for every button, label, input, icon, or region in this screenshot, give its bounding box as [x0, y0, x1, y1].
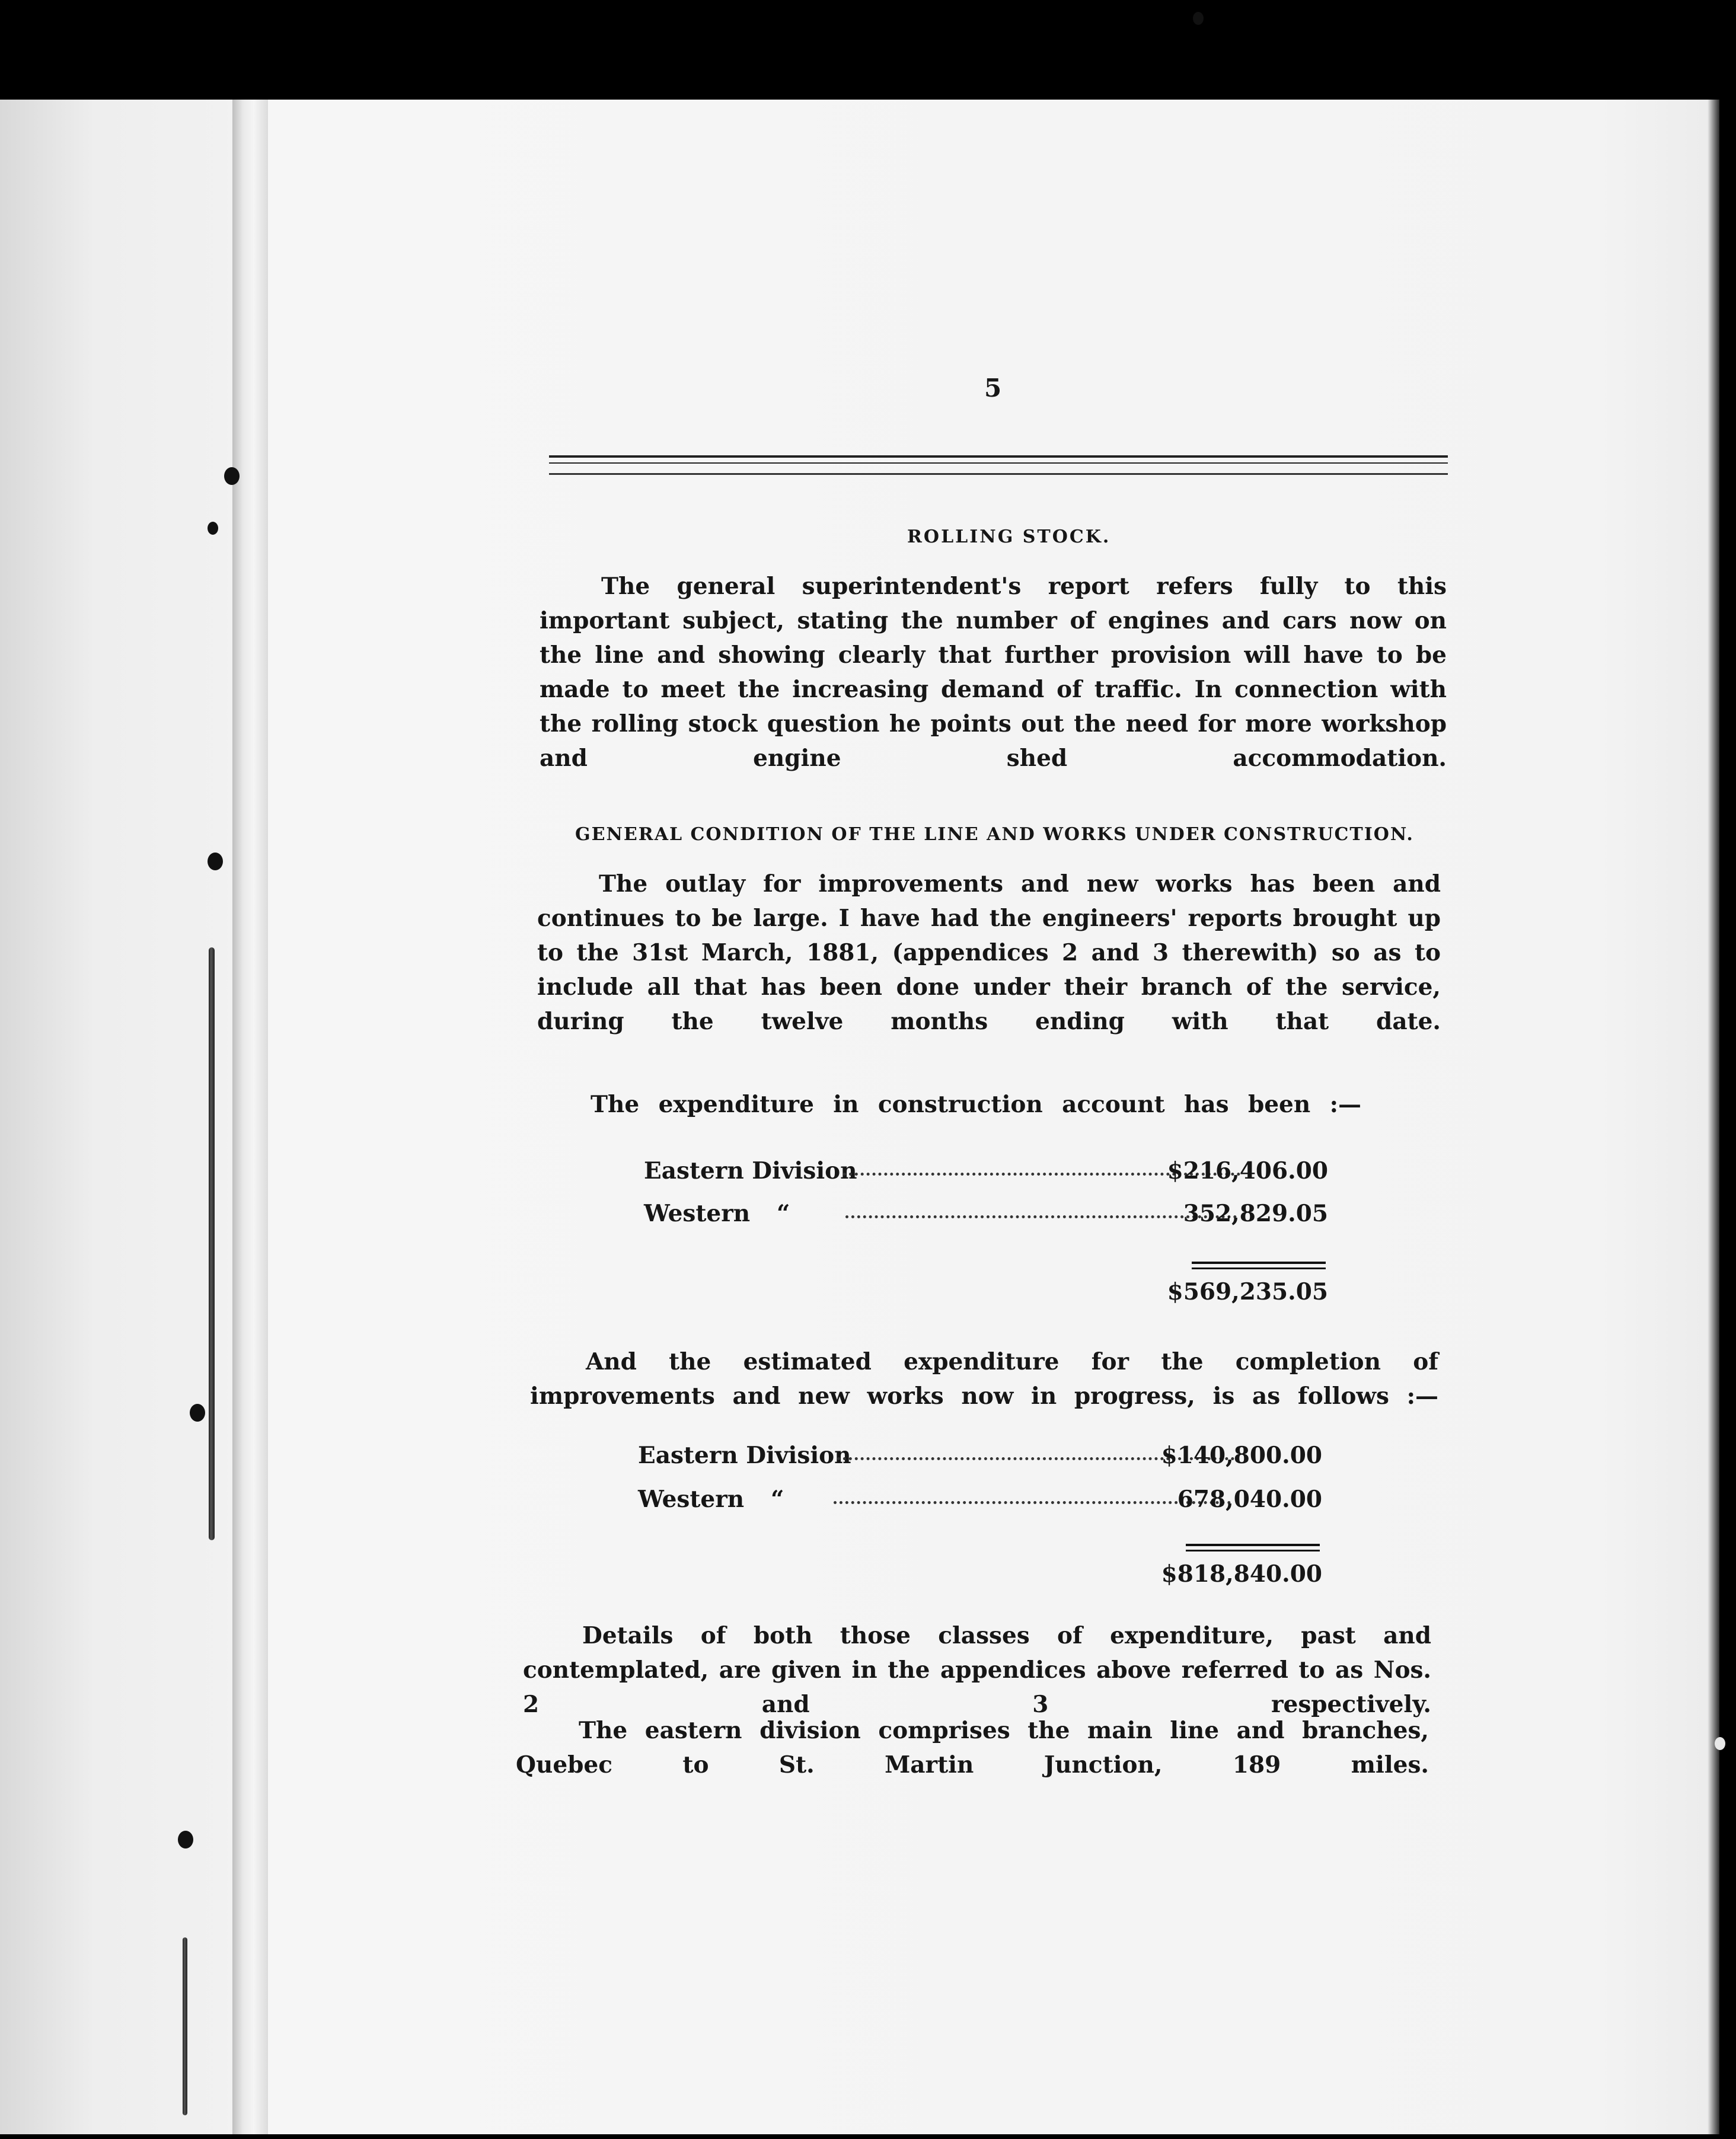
header-rule-thin	[549, 473, 1448, 475]
estimated-total: $818,840.00	[1161, 1560, 1322, 1588]
binding-thread	[209, 947, 215, 1540]
estimated-row-amount: $140,800.00	[1161, 1442, 1322, 1469]
total-rule	[1186, 1544, 1320, 1546]
expenditure-row-amount: $216,406.00	[1167, 1157, 1328, 1185]
section-heading-general-condition: GENERAL CONDITION OF THE LINE AND WORKS UNDER CONSTRUCTION.	[575, 824, 1414, 845]
paragraph-rolling-stock: The general superintendent's report refers fully to this important subject, stating the number of engines and cars now on the line and showing clearly that further provision will have to be made to meet the increasing demand of traffic. In connection with the rolling stock question he points out the need for more workshop and engine shed accommodation.	[540, 573, 1447, 772]
total-rule	[1192, 1268, 1326, 1269]
paragraph-details: Details of both those classes of expenditure, past and contemplated, are given in the appendices above referred to as Nos. 2 and 3 respectively.	[523, 1622, 1431, 1718]
estimated-row-amount: 678,040.00	[1177, 1486, 1322, 1513]
expenditure-row	[644, 1200, 1328, 1230]
binding-knot	[224, 467, 240, 485]
estimated-row	[638, 1442, 1322, 1471]
binding-knot	[190, 1404, 205, 1422]
expenditure-row-label: Western	[644, 1200, 751, 1227]
total-rule	[1192, 1262, 1326, 1264]
expenditure-total: $569,235.05	[1167, 1278, 1328, 1305]
binding-thread-lower	[183, 1937, 187, 2115]
estimated-row-label: Eastern Division	[638, 1442, 851, 1469]
paragraph-eastern-division: The eastern division comprises the main line and branches, Quebec to St. Martin Junction, 189 miles.	[516, 1717, 1429, 1779]
expenditure-row-amount: 352,829.05	[1183, 1200, 1328, 1227]
total-rule	[1186, 1550, 1320, 1551]
expenditure-intro: The expenditure in construction account has been :—	[591, 1091, 1361, 1118]
expenditure-row	[644, 1157, 1328, 1187]
header-rule	[549, 455, 1448, 464]
binding-knot	[208, 853, 223, 870]
estimated-row-label: Western	[638, 1486, 745, 1513]
expenditure-row-label: Eastern Division	[644, 1157, 857, 1185]
binding-fold	[232, 100, 268, 2134]
section-heading-rolling-stock: ROLLING STOCK.	[907, 526, 1111, 547]
binding-knot	[178, 1831, 193, 1849]
ditto-mark: “	[771, 1486, 784, 1513]
estimated-intro: And the estimated expenditure for the completion of improvements and new works now in progress, is as follows :—	[530, 1348, 1438, 1410]
estimated-row	[638, 1486, 1322, 1515]
ink-speck	[1193, 12, 1204, 25]
ditto-mark: “	[777, 1200, 790, 1227]
edge-mark	[1715, 1737, 1725, 1750]
dot-leader	[834, 1501, 1231, 1504]
paragraph-general-condition: The outlay for improvements and new works has been and continues to be large. I have had the engineers' reports brought up to the 31st March, 1881, (appendices 2 and 3 therewith) so as to include all that has been done under their branch of the service, during the twelve months ending with that date.	[537, 870, 1441, 1035]
ink-speck	[208, 522, 218, 535]
dot-leader	[845, 1215, 1237, 1218]
page-number: 5	[984, 373, 1002, 403]
